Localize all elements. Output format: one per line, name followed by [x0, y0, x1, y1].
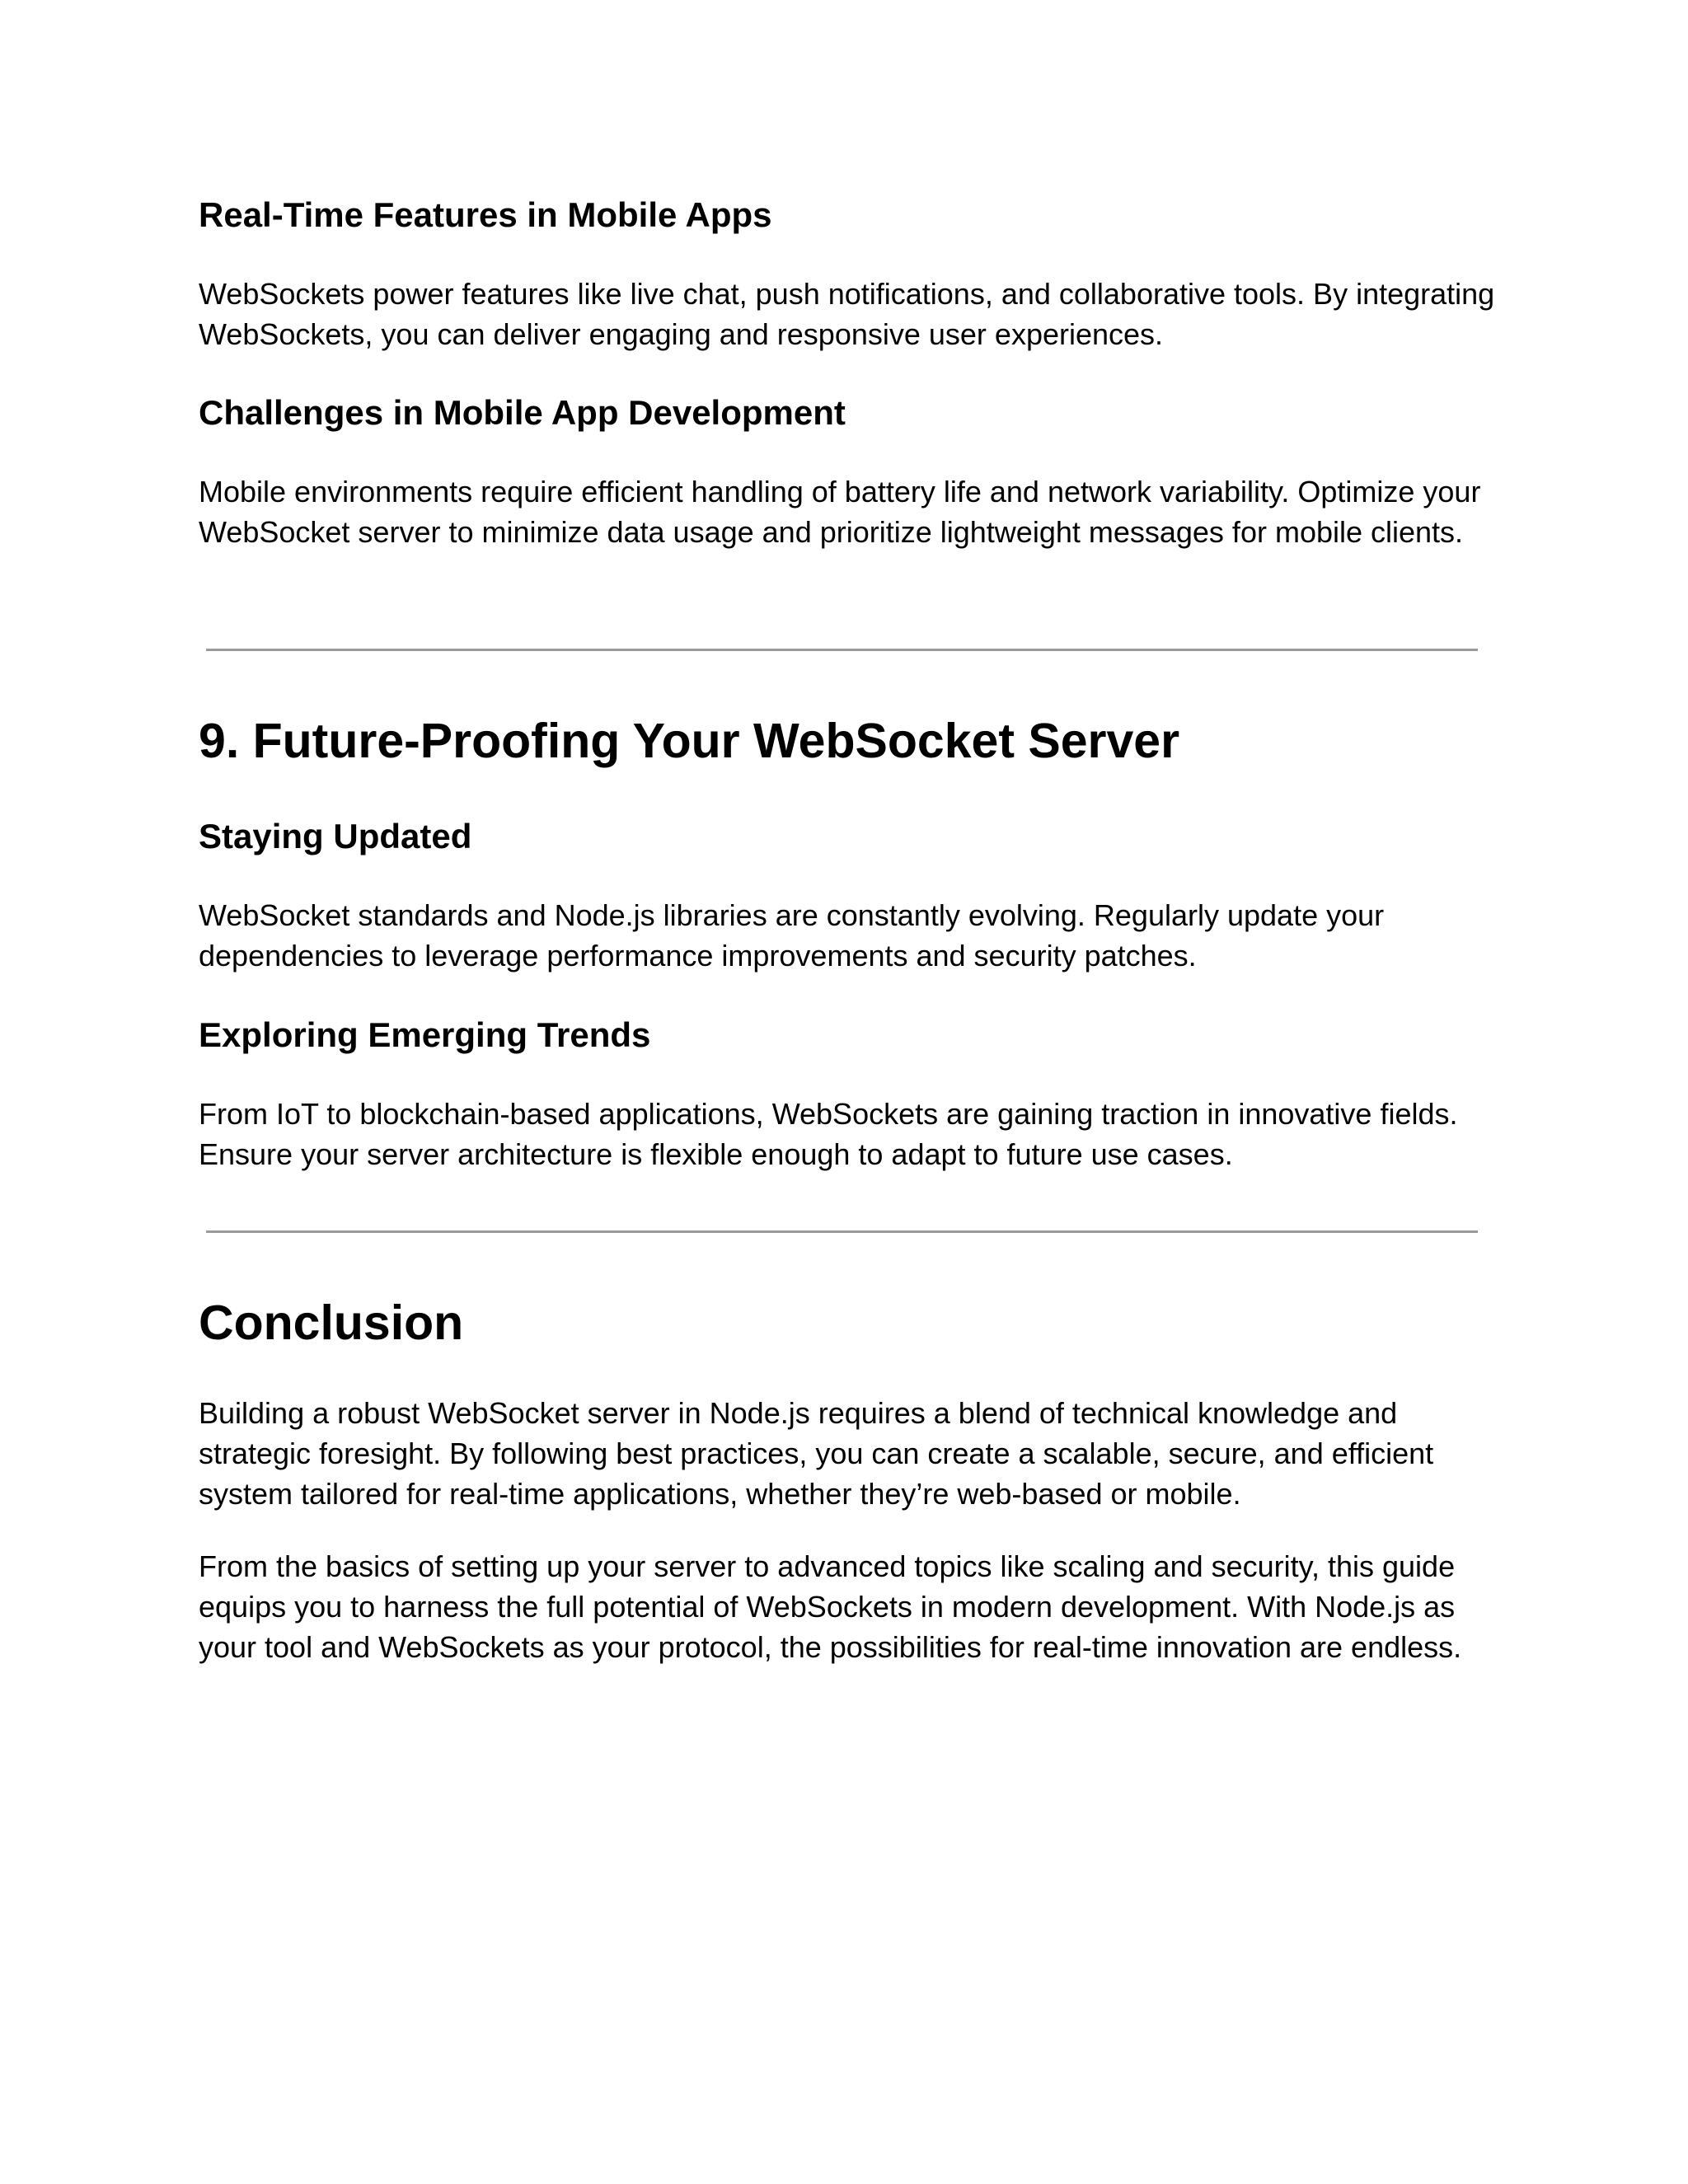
heading-real-time-features: Real-Time Features in Mobile Apps: [199, 195, 772, 234]
paragraph-mobile-challenges: Mobile environments require efficient handling of battery life and network variability. Optimize your WebSocket server to minimize data usage and prioritize lightweight messages for mobile clients.: [199, 475, 1481, 549]
paragraph-conclusion-2: From the basics of setting up your server to advanced topics like scaling and security, this guide equips you to harness the full potential of WebSockets in modern development. With Node.js as your tool and WebSockets as your protocol, the possibilities for real-time innovation are endless.: [199, 1549, 1462, 1664]
paragraph-emerging-trends: From IoT to blockchain-based applications, WebSockets are gaining traction in innovative fields. Ensure your server architecture is flexible enough to adapt to future use cases.: [199, 1097, 1458, 1171]
heading-staying-updated: Staying Updated: [199, 817, 472, 855]
paragraph-real-time-features: WebSockets power features like live chat, push notifications, and collaborative tools. By integrating WebSockets, you can deliver engaging and responsive user experiences.: [199, 277, 1495, 351]
paragraph-staying-updated: WebSocket standards and Node.js libraries are constantly evolving. Regularly update your dependencies to leverage performance improvements and security patches.: [199, 898, 1385, 972]
heading-conclusion: Conclusion: [199, 1296, 464, 1350]
paragraph-conclusion-1: Building a robust WebSocket server in Node.js requires a blend of technical knowledge and strategic foresight. By following best practices, you can create a scalable, secure, and efficient system tailored for real-time applications, whether they’re web-based or mobile.: [199, 1396, 1434, 1511]
section-divider: [206, 1230, 1478, 1233]
heading-future-proofing: 9. Future-Proofing Your WebSocket Server: [199, 714, 1180, 768]
section-divider: [206, 649, 1478, 651]
heading-mobile-challenges: Challenges in Mobile App Development: [199, 393, 846, 432]
heading-emerging-trends: Exploring Emerging Trends: [199, 1015, 651, 1054]
